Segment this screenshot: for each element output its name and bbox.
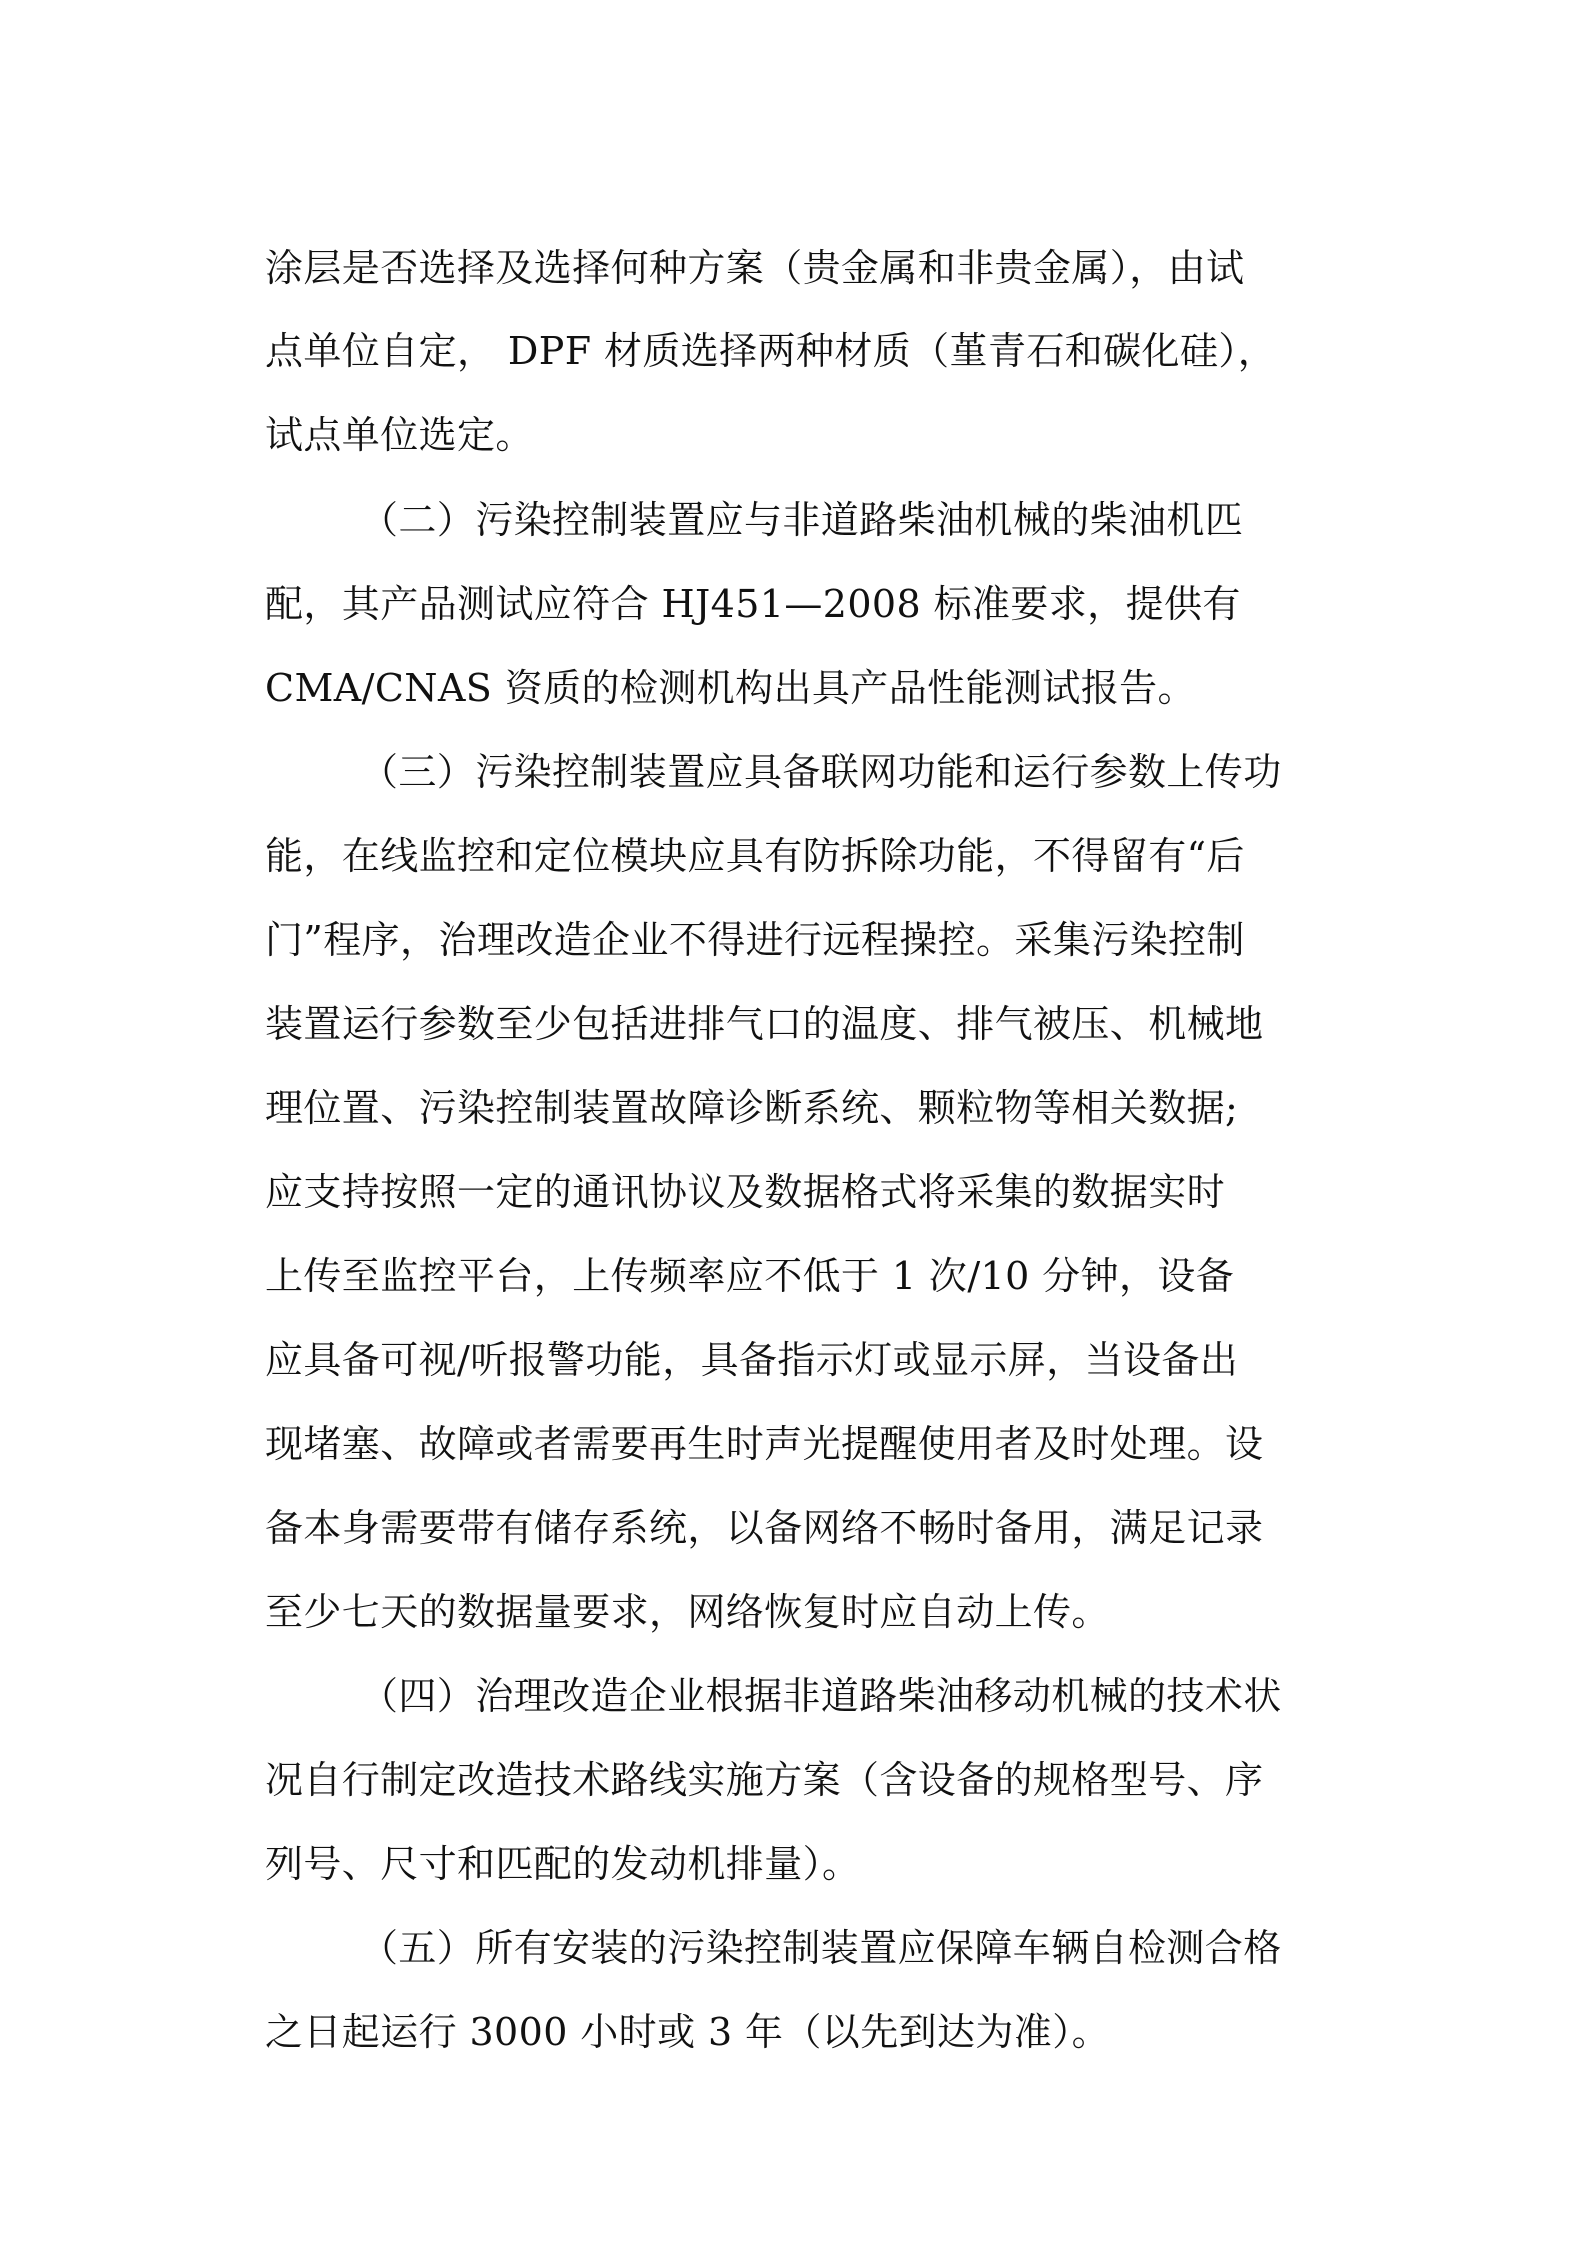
text-line-4: （二）污染控制装置应与非道路柴油机械的柴油机匹 xyxy=(360,498,1244,542)
text-line-14: 应具备可视/听报警功能，具备指示灯或显示屏，当设备出 xyxy=(265,1338,1239,1382)
text-line-19: 况自行制定改造技术路线实施方案（含设备的规格型号、序 xyxy=(265,1758,1264,1802)
text-line-11: 理位置、污染控制装置故障诊断系统、颗粒物等相关数据; xyxy=(265,1086,1239,1130)
text-line-6: CMA/CNAS 资质的检测机构出具产品性能测试报告。 xyxy=(265,666,1196,710)
text-line-15: 现堵塞、故障或者需要再生时声光提醒使用者及时处理。设 xyxy=(265,1422,1264,1466)
text-line-17: 至少七天的数据量要求，网络恢复时应自动上传。 xyxy=(265,1590,1110,1634)
text-line-7: （三）污染控制装置应具备联网功能和运行参数上传功 xyxy=(360,750,1282,794)
text-line-20: 列号、尺寸和匹配的发动机排量）。 xyxy=(265,1842,861,1886)
text-line-9: 门”程序，治理改造企业不得进行远程操控。采集污染控制 xyxy=(265,918,1245,962)
text-line-1: 涂层是否选择及选择何种方案（贵金属和非贵金属），由试 xyxy=(265,246,1245,290)
text-line-22: 之日起运行 3000 小时或 3 年（以先到达为准）。 xyxy=(265,2010,1111,2054)
text-line-8: 能，在线监控和定位模块应具有防拆除功能，不得留有“后 xyxy=(265,834,1245,878)
text-line-21: （五）所有安装的污染控制装置应保障车辆自检测合格 xyxy=(360,1926,1282,1970)
text-line-3: 试点单位选定。 xyxy=(265,413,534,457)
text-line-13: 上传至监控平台，上传频率应不低于 1 次/10 分钟，设备 xyxy=(265,1254,1235,1298)
text-line-12: 应支持按照一定的通讯协议及数据格式将采集的数据实时 xyxy=(265,1170,1226,1214)
text-line-2: 点单位自定， DPF 材质选择两种材质（堇青石和碳化硅）， xyxy=(265,329,1277,373)
text-line-10: 装置运行参数至少包括进排气口的温度、排气被压、机械地 xyxy=(265,1002,1264,1046)
text-line-18: （四）治理改造企业根据非道路柴油移动机械的技术状 xyxy=(360,1674,1282,1718)
text-line-16: 备本身需要带有储存系统，以备网络不畅时备用，满足记录 xyxy=(265,1506,1264,1550)
text-line-5: 配，其产品测试应符合 HJ451—2008 标准要求，提供有 xyxy=(265,582,1241,626)
